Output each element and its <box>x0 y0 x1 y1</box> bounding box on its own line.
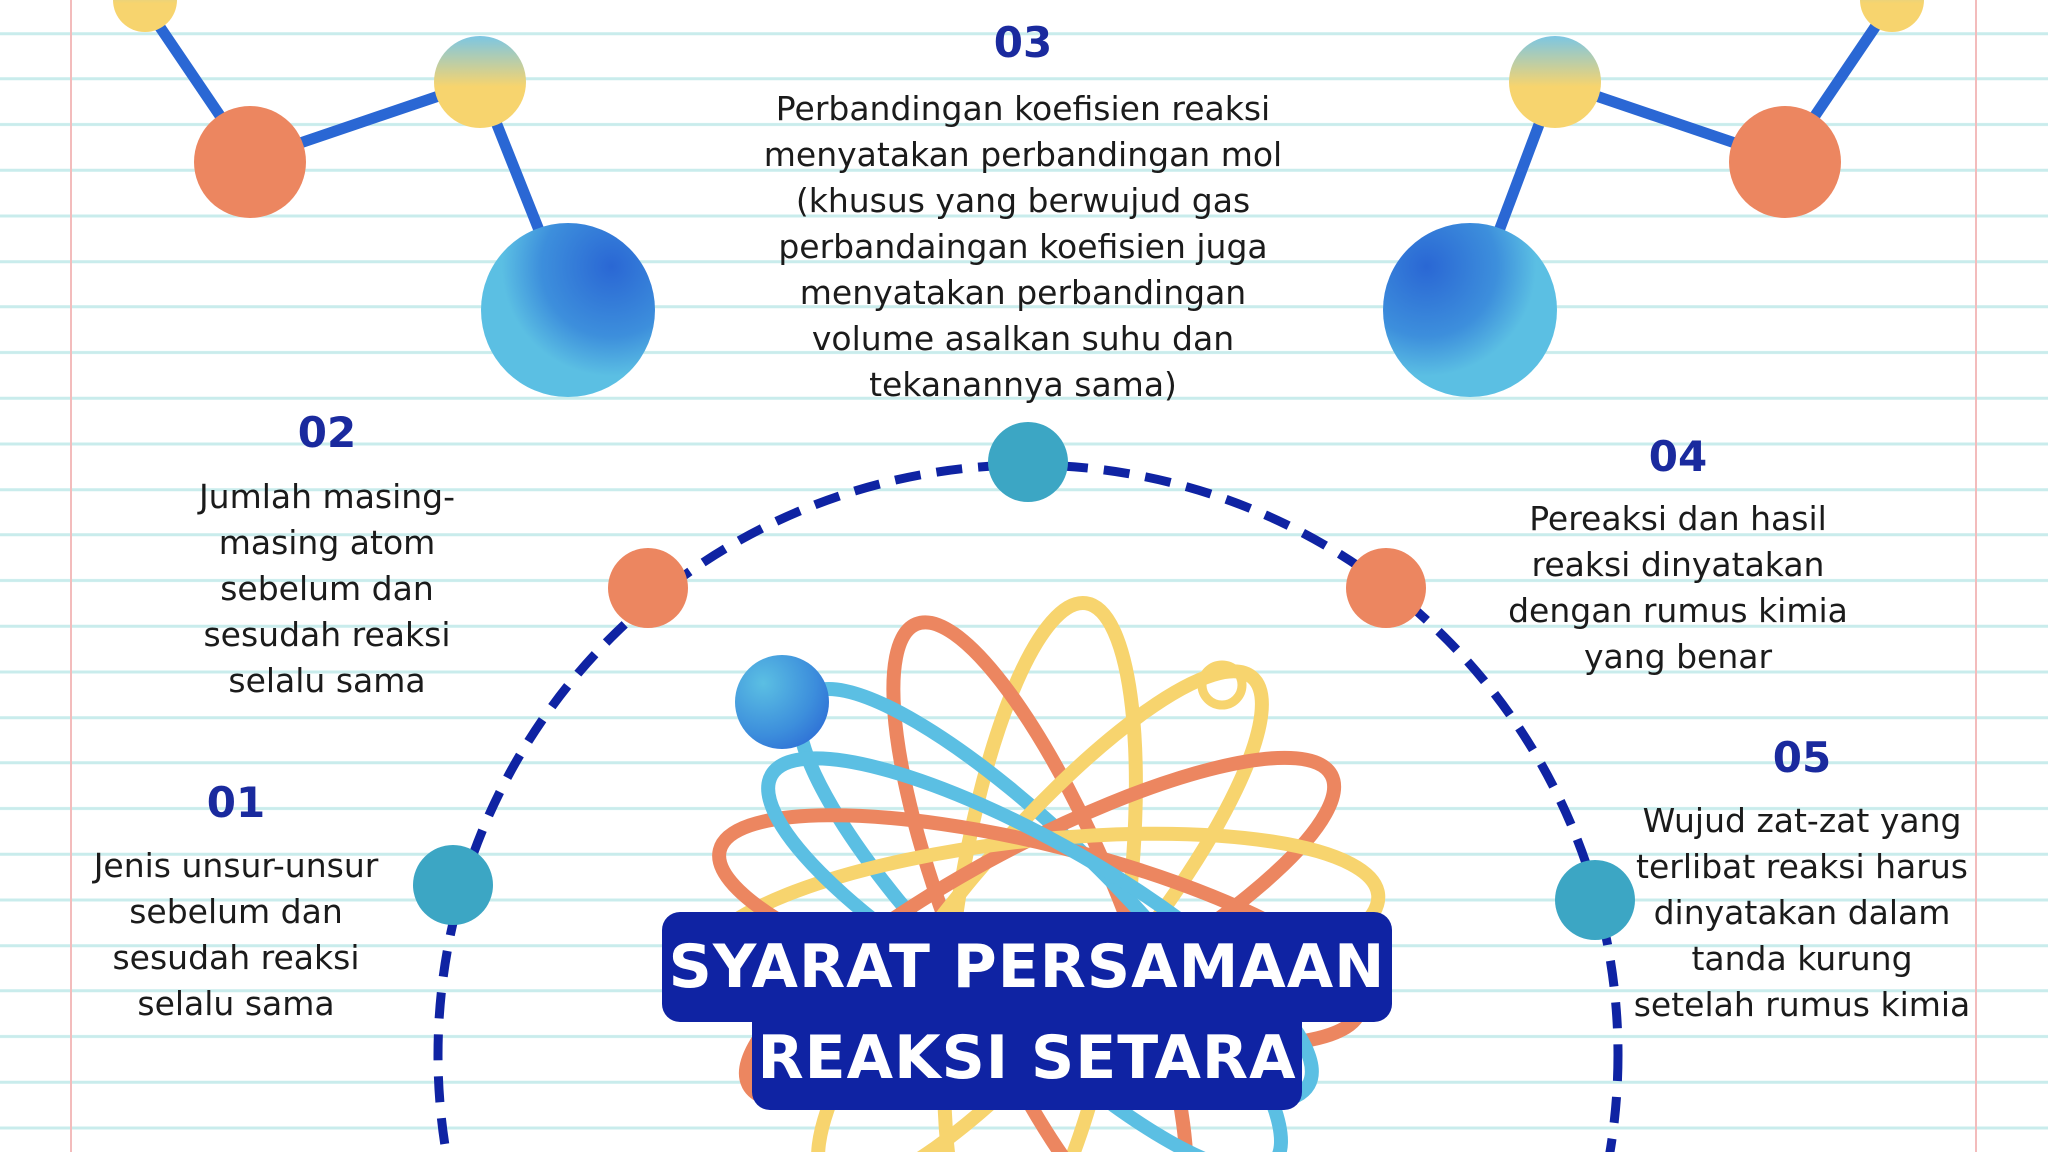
orbit-node-02 <box>608 548 688 628</box>
item-01-text: Jenis unsur-unsur sebelum dan sesudah reaksi selalu sama <box>93 846 379 1023</box>
orbit-node-03 <box>988 422 1068 502</box>
item-05-number: 05 <box>1772 733 1832 782</box>
item-01-number: 01 <box>206 778 266 827</box>
title-line-1: SYARAT PERSAMAAN <box>662 912 1392 1022</box>
orbit-node-05 <box>1555 860 1635 940</box>
molecule-right-icon <box>1383 0 1924 397</box>
orbit-node-01 <box>413 845 493 925</box>
item-02-number: 02 <box>297 408 357 457</box>
molecule-left-icon <box>113 0 655 397</box>
orbit-node-04 <box>1346 548 1426 628</box>
item-05-text: Wujud zat-zat yang terlibat reaksi harus dinyatakan dalam tanda kurung setelah rumus kimia <box>1633 801 1971 1024</box>
item-02-text: Jumlah masing-masing atom sebelum dan sesudah reaksi selalu sama <box>198 477 456 700</box>
small-sphere-icon <box>735 655 829 749</box>
title-line-2: REAKSI SETARA <box>752 1010 1302 1110</box>
item-03-number: 03 <box>993 18 1053 67</box>
item-04-number: 04 <box>1648 432 1708 481</box>
item-04-text: Pereaksi dan hasil reaksi dinyatakan dengan rumus kimia yang benar <box>1508 499 1848 676</box>
item-03-text: Perbandingan koefisien reaksi menyatakan perbandingan mol (khusus yang berwujud gas perbandaingan koefisien juga menyatakan perbandingan volume asalkan suhu dan tekanannya sama) <box>763 89 1283 404</box>
